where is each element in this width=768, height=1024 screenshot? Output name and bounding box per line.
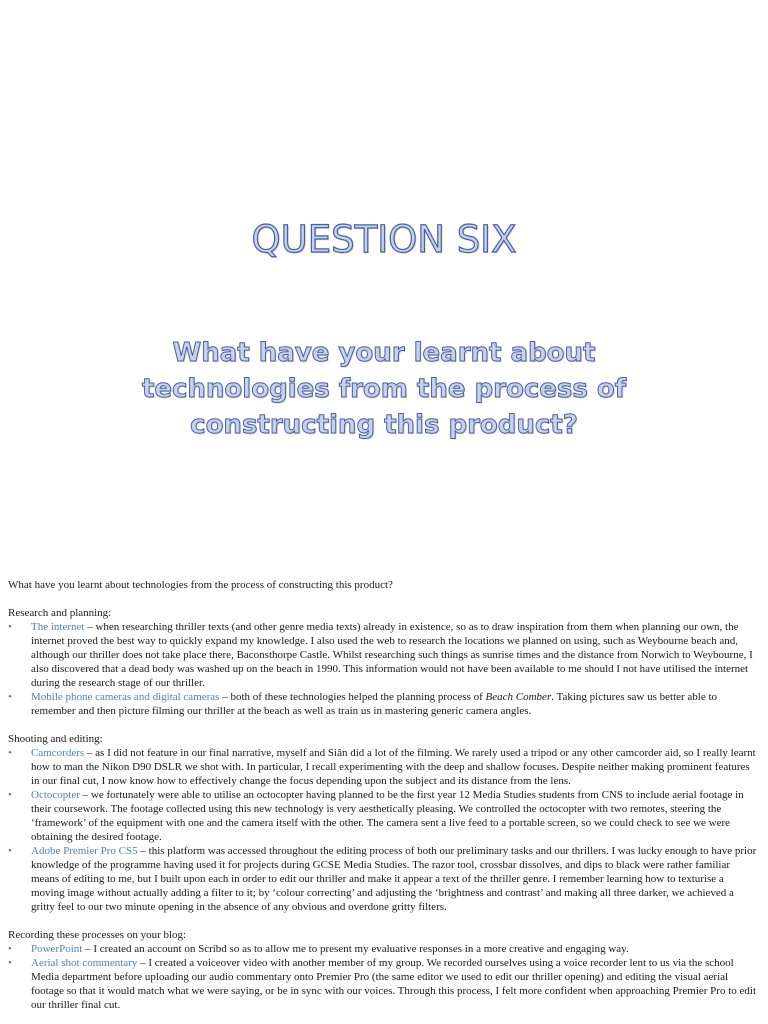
document-question: What have you learnt about technologies from the process of constructing this product?	[8, 579, 393, 591]
shooting-list	[8, 746, 760, 914]
item-text: – this platform was accessed throughout the editing process of both our preliminary tasks and our thrillers. I was lucky enough to have prior knowledge of the programme having used it for projects during GCSE Media Studies. The razor tool, crossbar dissolves, and dips to black were rather familiar means of editing to me, but I built upon each in order to edit our thriller and make it appear a text of the thriller genre. I remember learning how to texturise a moving image without actually adding a filter to it; by ‘colour correcting’ and adjusting the ‘brightness and contrast’ and making all three darker, we achieved a gritty feel to our two minute opening in the absence of any obvious and overdone gritty filters.	[31, 845, 757, 913]
slide-subtitle: What have your learnt about technologies from the process of constructing this product?	[141, 338, 627, 440]
section-heading-shooting: Shooting and editing:	[8, 733, 103, 745]
item-italic-title: Beach Comber	[485, 691, 552, 703]
section-heading-research: Research and planning:	[8, 607, 112, 619]
list-item	[8, 844, 760, 914]
list-item	[8, 788, 760, 844]
section-heading-blog: Recording these processes on your blog:	[8, 929, 187, 941]
term-label: Adobe Premier Pro CS5	[31, 845, 138, 857]
slide-title: QUESTION SIX	[251, 218, 517, 261]
term-label: Mobile phone cameras and digital cameras	[31, 691, 220, 703]
list-item	[8, 956, 760, 1012]
list-item	[8, 942, 760, 956]
bullet-icon: •	[8, 957, 12, 969]
term-label: PowerPoint	[31, 943, 83, 955]
item-text-after: . Taking pictures saw us better able to remember and then picture filming our thriller at the beach as well as train us in mastering generic camera angles.	[31, 691, 718, 717]
item-text: – I created a voiceover video with another member of my group. We recorded ourselves using a voice recorder lent to us via the school Media department before uploading our audio commentary onto Premier Pro (the same editor we used to edit our thriller opening) and editing the visual aerial footage so that it would match what we were saying, or be in sync with our voices. Through this process, I felt more confident when approaching Premier Pro to edit our thriller final cut.	[31, 957, 757, 1011]
list-item	[8, 746, 760, 788]
item-text: – I created an account on Scribd so as to allow me to present my evaluative responses in a more creative and engaging way.	[82, 943, 629, 955]
bullet-icon: •	[8, 621, 12, 633]
item-text: – when researching thriller texts (and other genre media texts) already in existence, so as to draw inspiration from them when planning our own, the internet proved the best way to quickly expand my knowledge. I also used the web to research the locations we planned on using, such as Weybourne beach and, although our thriller does not take place there, Baconsthorpe Castle. Whilst researching such things as sunrise times and the distance from Norwich to Weybourne, I also discovered that a dead body was washed up on the beach in 1990. This information would not have been available to me should I not have utilised the internet during the research stage of our thriller.	[31, 621, 753, 689]
term-label: The internet	[31, 621, 85, 633]
term-label: Camcorders	[31, 747, 85, 759]
term-label: Octocopter	[31, 789, 80, 801]
bullet-icon: •	[8, 845, 12, 857]
item-text: – we fortunately were able to utilise an octocopter having planned to be the first year 12 Media Studies students from CNS to include aerial footage in their coursework. The footage collected using this new technology is very aesthetically pleasing. We controlled the octocopter with two remotes, steering the ‘framework’ of the equipment with one and the camera itself with the other. The camera sent a live feed to a portable screen, so we could check to see we were obtaining the desired footage.	[31, 789, 744, 843]
list-item	[8, 620, 760, 690]
bullet-icon: •	[8, 943, 12, 955]
item-text: – both of these technologies helped the planning process of	[219, 691, 486, 703]
document-body	[8, 578, 760, 1012]
bullet-icon: •	[8, 789, 12, 801]
bullet-icon: •	[8, 747, 12, 759]
term-label: Aerial shot commentary	[31, 957, 138, 969]
item-text: – as I did not feature in our final narrative, myself and Siân did a lot of the filming. We rarely used a tripod or any other camcorder aid, so I really learnt how to man the Nikon D90 DSLR we shot with. In particular, I recall experimenting with the deep and shallow focuses. Despite neither making prominent features in our final cut, I now know how to effectively change the focus depending upon the subject and its distance from the lens.	[31, 747, 756, 787]
research-list	[8, 620, 760, 718]
list-item	[8, 690, 760, 718]
bullet-icon: •	[8, 691, 12, 703]
blog-list	[8, 942, 760, 1012]
